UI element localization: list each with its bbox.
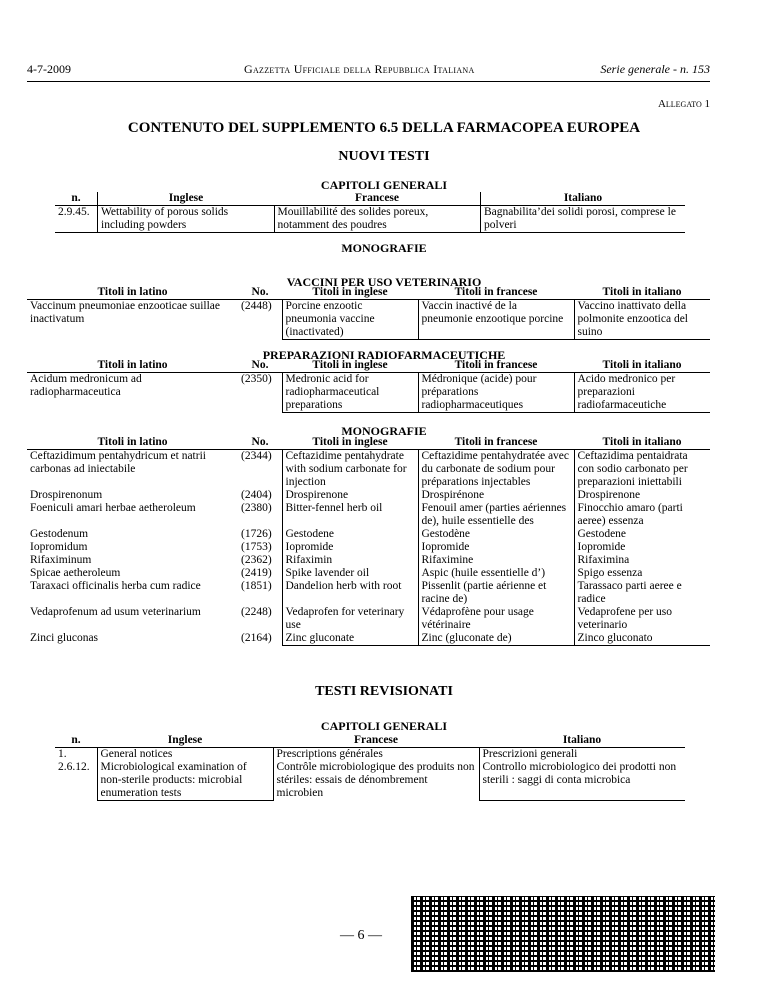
header-rule — [27, 81, 710, 82]
allegato: Allegato 1 — [657, 98, 710, 110]
heading-capitoli-generali-2: CAPITOLI GENERALI — [320, 719, 448, 733]
col-header: Francese — [274, 192, 481, 206]
col-header: Italiano — [481, 192, 686, 206]
heading-monografie-2: MONOGRAFIE — [341, 424, 427, 438]
table-capitoli-generali-1 — [55, 192, 685, 233]
heading-radio: PREPARAZIONI RADIOFARMACEUTICHE — [262, 348, 506, 362]
table-row: Rifaximinum (2362) Rifaximin Rifaximine Rifaximina — [27, 554, 710, 567]
table-row: 1. General notices Prescriptions générales Prescrizioni generali — [55, 748, 685, 762]
header-serie: Serie generale - n. 153 — [600, 62, 710, 76]
table-row: 2.9.45. Wettability of porous solids including powders Mouillabilité des solides poreux, notamment des poudres Bagnabilita’dei solidi porosi, comprese le polveri — [55, 206, 685, 233]
barcode-icon — [411, 896, 715, 972]
col-header: Inglese — [98, 192, 275, 206]
heading-vaccini: VACCINI PER USO VETERINARIO — [286, 275, 482, 289]
section-nuovi-testi: NUOVI TESTI — [338, 149, 430, 164]
table-row: Ceftazidimum pentahydricum et natrii carbonas ad iniectabile (2344) Ceftazidime pentahydrate with sodium carbonate for injection Ceftazidime pentahydratée avec du carbonate de sodium pour préparations injectables Ceftazidima pentaidrata con sodio carbonato per preparazioni iniettabili — [27, 450, 710, 490]
header-title: Gazzetta Ufficiale della Repubblica Italiana — [244, 62, 475, 76]
table-row: Zinci gluconas (2164) Zinc gluconate Zinc (gluconate de) Zinco gluconato — [27, 632, 710, 646]
table-row: Vaccinum pneumoniae enzooticae suillae inactivatum (2448) Porcine enzootic pneumonia vaccine (inactivated) Vaccin inactivé de la pneumonie enzootique porcine Vaccino inattivato della polmonite enzootica del suino — [27, 300, 710, 340]
table-row: Drospirenonum (2404) Drospirenone Drospirénone Drospirenone — [27, 489, 710, 502]
col-header: n. — [55, 192, 98, 206]
table-row: Vedaprofenum ad usum veterinarium (2248) Vedaprofen for veterinary use Védaprofène pour usage vétérinaire Vedaprofene per uso veterinario — [27, 606, 710, 632]
table-row: Spicae aetheroleum (2419) Spike lavender oil Aspic (huile essentielle d’) Spigo essenza — [27, 567, 710, 580]
table-radiofarmaceutiche: Titoli in latino No. Titoli in inglese Titoli in francese Titoli in italiano Acidum medronicum ad radiopharmaceutica (2350) Medronic acid for radiopharmaceutical preparations Médronique (acide) pour préparations radiopharmaceutiques Acido medronico per preparazioni radiofarmaceutiche — [27, 359, 710, 413]
table-row: Gestodenum (1726) Gestodene Gestodène Gestodene — [27, 528, 710, 541]
table-row: Foeniculi amari herbae aetheroleum (2380) Bitter-fennel herb oil Fenouil amer (parties aériennes de), huile essentielle des Finocchio amaro (parti aeree) essenza — [27, 502, 710, 528]
header-date: 4-7-2009 — [27, 62, 71, 76]
table-vaccini: Titoli in latino No. Titoli in inglese Titoli in francese Titoli in italiano Vaccinum pneumoniae enzooticae suillae inactivatum (2448) Porcine enzootic pneumonia vaccine (inactivated) Vaccin inactivé de la pneumonie enzootique porcine Vaccino inattivato della polmonite enzootica del suino — [27, 286, 710, 340]
table-row: 2.6.12. Microbiological examination of non-sterile products: microbial enumeration tests Contrôle microbiologique des produits non stériles: essais de dénombrement microbien Controllo microbiologico dei prodotti non sterili : saggi di conta microbica — [55, 761, 685, 801]
main-title: CONTENUTO DEL SUPPLEMENTO 6.5 DELLA FARMACOPEA EUROPEA — [127, 120, 641, 136]
section-testi-revisionati: TESTI REVISIONATI — [315, 684, 453, 699]
page-number: — 6 — — [340, 928, 382, 943]
table-row: Taraxaci officinalis herba cum radice (1851) Dandelion herb with root Pissenlit (partie aérienne et racine de) Tarassaco parti aeree e radice — [27, 580, 710, 606]
heading-capitoli-generali-1: CAPITOLI GENERALI — [320, 178, 448, 192]
table-row: Iopromidum (1753) Iopromide Iopromide Iopromide — [27, 541, 710, 554]
table-capitoli-generali-2: n. Inglese Francese Italiano 1. General notices Prescriptions générales Prescrizioni generali 2.6.12. Microbiological examination of non-sterile products: microbial enumeration tests Contrôle microbiologique des produits non stériles: essais de dénombrement microbien Controllo microbiologico dei prodotti non sterili : saggi di conta microbica — [55, 734, 685, 801]
table-monografie: Titoli in latino No. Titoli in inglese Titoli in francese Titoli in italiano Ceftazidimum pentahydricum et natrii carbonas ad iniectabile (2344) Ceftazidime pentahydrate with sodium carbonate for injection Ceftazidime pentahydratée avec du carbonate de sodium pour préparations injectables Ceftazidima pentaidrata con sodio carbonato per preparazioni iniettabili Drospirenonum (2404) Drospirenone Drospirénone Drospirenone Foeniculi amari herbae aetheroleum (2380) Bitter-fennel herb oil Fenouil amer (parties aériennes de), huile essentielle des Finocchio amaro (parti aeree) essenza Gestodenum (1726) Gestodene Gestodène Gestodene Iopromidum (1753) Iopromide Iopromide Iopromide Rifaximinum (2362) Rifaximin Rifaximine Rifaximina Spicae aetheroleum (2419) Spike lavender oil Aspic (huile essentielle d’) Spigo essenza Taraxaci officinalis herba cum radice (1851) Dandelion herb with root Pissenlit (partie aérienne et racine de) Tarassaco parti aeree e radice Vedaprofenum ad usum veterinarium (2248) Vedaprofen for veterinary use Védaprofène pour usage vétérinaire Vedaprofene per uso veterinario Zinci gluconas (2164) Zinc gluconate Zinc (gluconate de) Zinco gluconato — [27, 436, 710, 646]
table-row: Acidum medronicum ad radiopharmaceutica (2350) Medronic acid for radiopharmaceutical preparations Médronique (acide) pour préparations radiopharmaceutiques Acido medronico per preparazioni radiofarmaceutiche — [27, 373, 710, 413]
heading-monografie-1: MONOGRAFIE — [341, 241, 427, 255]
